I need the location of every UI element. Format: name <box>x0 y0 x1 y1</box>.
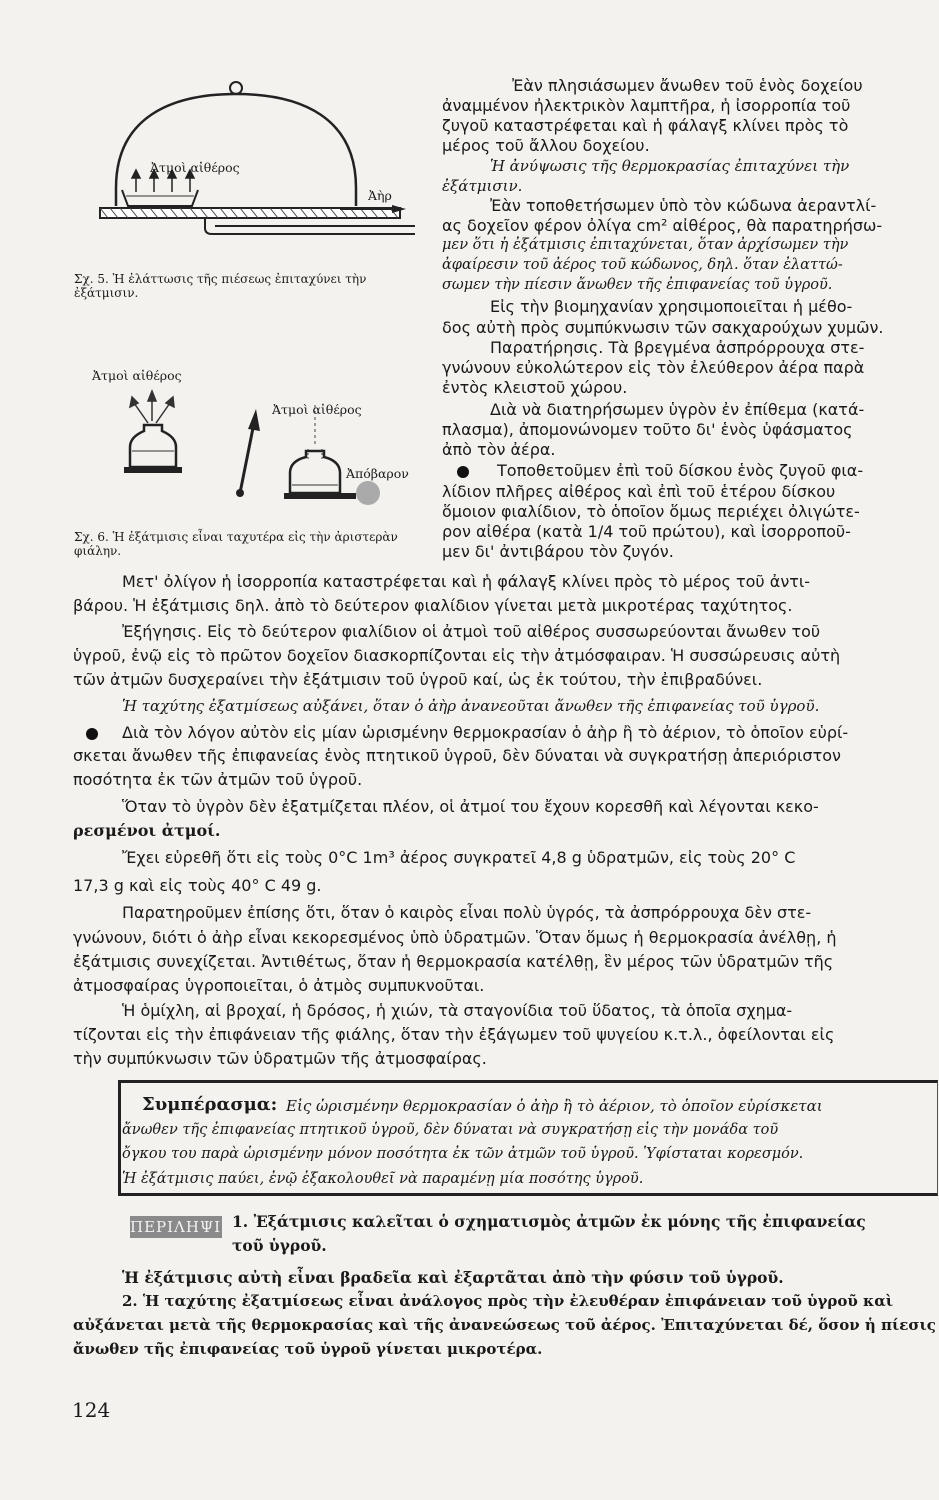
body-line-2-text: βάρου. Ἡ ἐξάτμισις δηλ. ἀπὸ τὸ δεύτερον φιαλίδιον γίνεται μετὰ μικροτέρας ταχύτητος. <box>73 596 793 615</box>
bullet-icon-2 <box>86 728 98 740</box>
right-line-23: ρον αἰθέρα (κατὰ 1/4 τοῦ πρώτου), καὶ ἰσορροποῦ- <box>442 522 851 541</box>
fig6-counterweight-label: Ἀπόβαρον <box>346 466 409 481</box>
right-line-8: ας δοχεῖον φέρον ὀλίγα cm² αἰθέρος, θὰ παρατηρήσω- <box>442 216 883 235</box>
right-line-10: ἀφαίρεσιν τοῦ ἀέρος τοῦ κώδωνος, δηλ. ὅταν ἐλαττώ- <box>442 257 843 273</box>
body-line-15: γνώνουν, διότι ὁ ἀὴρ εἶναι κεκορεσμένος ὑπὸ ὑδρατμῶν. Ὅταν ὅμως ἡ θερμοκρασία ἀνέλθῃ, ἡ <box>73 928 837 947</box>
fig5-caption: Σχ. 5. Ἡ ἐλάττωσις τῆς πιέσεως ἐπιταχύνει τὴν ἐξάτμισιν. <box>74 272 367 300</box>
body-line-16: ἐξάτμισις συνεχίζεται. Ἀντιθέτως, ὅταν ἡ θερμοκρασία κατέλθῃ, ἓν μέρος τῶν ὑδρατμῶν τῆς <box>73 952 834 971</box>
right-line-22: ὅμοιον φιαλίδιον, τὸ ὁποῖον ὅμως περιέχει ὀλιγώτε- <box>442 502 860 521</box>
body-line-12: Ἔχει εὑρεθῆ ὅτι εἰς τοὺς 0°C 1m³ ἀέρος συγκρατεῖ 4,8 g ὑδρατμῶν, εἰς τοὺς 20° C <box>122 848 796 867</box>
summary-line-2: τοῦ ὑγροῦ. <box>232 1236 327 1255</box>
fig5-air-label: Ἀὴρ <box>368 188 392 203</box>
right-line-17: Διὰ νὰ διατηρήσωμεν ὑγρὸν ἐν ἐπίθεμα (κατά- <box>490 400 865 419</box>
fig6-vapors-right-label: Ἀτμοὶ αἰθέρος <box>272 402 362 417</box>
page-number: 124 <box>72 1398 111 1422</box>
summary-tag: ΠΕΡΙΛΗΨΙΣ <box>130 1218 233 1236</box>
body-line-8: σκεται ἄνωθεν τῆς ἐπιφανείας ἑνὸς πτητικοῦ ὑγροῦ, δὲν δύναται νὰ συγκρατήσῃ ἀπεριόριστον <box>73 746 841 765</box>
right-line-5: Ἡ ἀνύψωσις τῆς θερμοκρασίας ἐπιταχύνει τὴν <box>490 157 850 175</box>
conclusion-line-2: ἄνωθεν τῆς ἐπιφανείας πτητικοῦ ὑγροῦ, δὲν δύναται νὰ συγκρατήσῃ εἰς τὴν μονάδα τοῦ <box>122 1122 779 1138</box>
right-line-13: δος αὐτὴ πρὸς συμπύκνωσιν τῶν σακχαρούχων χυμῶν. <box>442 318 884 337</box>
right-line-16: ἐντὸς κλειστοῦ χώρου. <box>442 378 628 397</box>
right-line-2: ἀναμμένον ἠλεκτρικὸν λαμπτῆρα, ἡ ἰσορροπία τοῦ <box>442 96 851 115</box>
conclusion-line-3: ὄγκου του παρὰ ὡρισμένην μόνον ποσότητα ἐκ τῶν ἀτμῶν τοῦ ὑγροῦ. Ὑφίσταται κορεσμόν. <box>122 1146 804 1162</box>
right-line-4: μέρος τοῦ ἄλλου δοχείου. <box>442 136 650 155</box>
body-line-2 <box>73 596 792 615</box>
fig6-caption: Σχ. 6. Ἡ ἐξάτμισις εἶναι ταχυτέρα εἰς τὴν ἀριστερὰν φιάλην. <box>74 530 398 558</box>
body-line-17: ἀτμοσφαίρας ὑγροποιεῖται, ὁ ἀτμὸς συμπυκνοῦται. <box>73 976 485 995</box>
body-line-4: ὑγροῦ, ἐνῷ εἰς τὸ πρῶτον δοχεῖον διασκορπίζονται εἰς τὴν ἀτμόσφαιραν. Ἡ συσσώρευσις αὐτὴ <box>73 646 841 665</box>
body-line-14: Παρατηροῦμεν ἐπίσης ὅτι, ὅταν ὁ καιρὸς εἶναι πολὺ ὑγρός, τὰ ἀσπρόρρουχα δὲν στε- <box>122 903 812 922</box>
right-line-1: Ἐὰν πλησιάσωμεν ἄνωθεν τοῦ ἑνὸς δοχείου <box>512 76 863 95</box>
summary-line-1: 1. Ἐξάτμισις καλεῖται ὁ σχηματισμὸς ἀτμῶν ἐκ μόνης τῆς ἐπιφανείας <box>232 1212 866 1231</box>
figure-6-balance <box>100 385 390 520</box>
bullet-icon <box>457 466 469 478</box>
right-line-14: Παρατήρησις. Τὰ βρεγμένα ἀσπρόρρουχα στε- <box>490 338 865 357</box>
body-line-13: 17,3 g καὶ εἰς τοὺς 40° C 49 g. <box>73 876 322 895</box>
right-line-3: ζυγοῦ καταστρέφεται καὶ ἡ φάλαγξ κλίνει πρὸς τὸ <box>442 116 849 135</box>
fig6-vapors-left-label: Ἀτμοὶ αἰθέρος <box>92 368 182 383</box>
body-line-18: Ἡ ὁμίχλη, αἱ βροχαί, ἡ δρόσος, ἡ χιών, τὰ σταγονίδια τοῦ ὕδατος, τὰ ὁποῖα σχημα- <box>122 1001 793 1020</box>
summary-line-6: ἄνωθεν τῆς ἐπιφανείας τοῦ ὑγροῦ γίνεται μικροτέρα. <box>73 1340 543 1358</box>
body-line-7: Διὰ τὸν λόγον αὐτὸν εἰς μίαν ὡρισμένην θερμοκρασίαν ὁ ἀὴρ ἢ τὸ ἀέριον, τὸ ὁποῖον εὑρί- <box>122 723 849 742</box>
conclusion-line-4: Ἡ ἐξάτμισις παύει, ἐνῷ ἐξακολουθεῖ νὰ παραμένῃ μία ποσότης ὑγροῦ. <box>122 1171 644 1187</box>
fig5-vapors-label: Ἀτμοὶ αἰθέρος <box>150 160 240 175</box>
body-line-6: Ἡ ταχύτης ἐξατμίσεως αὐξάνει, ὅταν ὁ ἀὴρ ἀνανεοῦται ἄνωθεν τῆς ἐπιφανείας τοῦ ὑγροῦ. <box>122 697 820 715</box>
right-line-18: πλασμα), ἀπομονώνομεν τοῦτο δι' ἑνὸς ὑφάσματος <box>442 420 853 439</box>
right-line-6: ἐξάτμισιν. <box>442 177 523 195</box>
body-line-20: τὴν συμπύκνωσιν τῶν ὑδρατμῶν τῆς ἀτμοσφαίρας. <box>73 1049 487 1068</box>
right-line-15: γνώνουν εὐκολώτερον εἰς τὸν ἐλεύθερον ἀέρα παρὰ <box>442 358 865 377</box>
right-line-21: λίδιον πλῆρες αἰθέρος καὶ ἐπὶ τοῦ ἑτέρου δίσκου <box>442 482 836 501</box>
summary-line-3: Ἡ ἐξάτμισις αὐτὴ εἶναι βραδεῖα καὶ ἐξαρτᾶται ἀπὸ τὴν φύσιν τοῦ ὑγροῦ. <box>122 1268 784 1287</box>
right-line-20: Τοποθετοῦμεν ἐπὶ τοῦ δίσκου ἑνὸς ζυγοῦ φια- <box>497 461 864 480</box>
summary-line-4: 2. Ἡ ταχύτης ἐξατμίσεως εἶναι ἀνάλογος πρὸς τὴν ἐλευθέραν ἐπιφάνειαν τοῦ ὑγροῦ καὶ <box>122 1292 894 1310</box>
right-line-12: Εἰς τὴν βιομηχανίαν χρησιμοποιεῖται ἡ μέθο- <box>490 297 853 316</box>
body-line-5: τῶν ἀτμῶν δυσχεραίνει τὴν ἐξάτμισιν τοῦ ὑγροῦ καί, ὡς ἐκ τούτου, τὴν ἐπιβραδύνει. <box>73 670 763 689</box>
body-line-9: ποσότητα ἐκ τῶν ἀτμῶν τοῦ ὑγροῦ. <box>73 770 363 789</box>
body-line-1: Μετ' ὀλίγον ἡ ἰσορροπία καταστρέφεται καὶ ἡ φάλαγξ κλίνει πρὸς τὸ μέρος τοῦ ἀντι- <box>122 572 811 591</box>
right-line-19: ἀπὸ τὸν ἀέρα. <box>442 440 556 459</box>
conclusion-line-1: Εἰς ὡρισμένην θερμοκρασίαν ὁ ἀὴρ ἢ τὸ ἀέριον, τὸ ὁποῖον εὑρίσκεται <box>286 1097 823 1115</box>
right-line-24: μεν δι' ἀντιβάρου τὸν ζυγόν. <box>442 542 674 561</box>
right-line-9: μεν ὅτι ἡ ἐξάτμισις ἐπιταχύνεται, ὅταν ἀρχίσωμεν τὴν <box>442 237 849 253</box>
right-line-7: Ἐὰν τοποθετήσωμεν ὑπὸ τὸν κώδωνα ἀεραντλί- <box>490 196 877 215</box>
body-line-19: τίζονται εἰς τὴν ἐπιφάνειαν τῆς φιάλης, ὅταν τὴν ἐξάγωμεν τοῦ ψυγείου κ.τ.λ., ὀφείλονται εἰς <box>73 1025 835 1044</box>
right-line-11: σωμεν τὴν πίεσιν ἄνωθεν τῆς ἐπιφανείας τοῦ ὑγροῦ. <box>442 277 833 293</box>
figure-5-bell-jar <box>70 78 440 278</box>
summary-line-5: αὐξάνεται μετὰ τῆς θερμοκρασίας καὶ τῆς ἀνανεώσεως τοῦ ἀέρος. Ἐπιταχύνεται δέ, ὅσον ἡ πίεσις <box>73 1316 936 1334</box>
body-line-3: Ἐξήγησις. Εἰς τὸ δεύτερον φιαλίδιον οἱ ἀτμοὶ τοῦ αἰθέρος συσσωρεύονται ἄνωθεν τοῦ <box>122 622 821 641</box>
body-line-10: Ὅταν τὸ ὑγρὸν δὲν ἐξατμίζεται πλέον, οἱ ἀτμοί του ἔχουν κορεσθῆ καὶ λέγονται κεκο- <box>122 797 819 816</box>
conclusion-title: Συμπέρασμα: <box>142 1094 278 1115</box>
body-line-11: ρεσμένοι ἀτμοί. <box>73 821 221 840</box>
